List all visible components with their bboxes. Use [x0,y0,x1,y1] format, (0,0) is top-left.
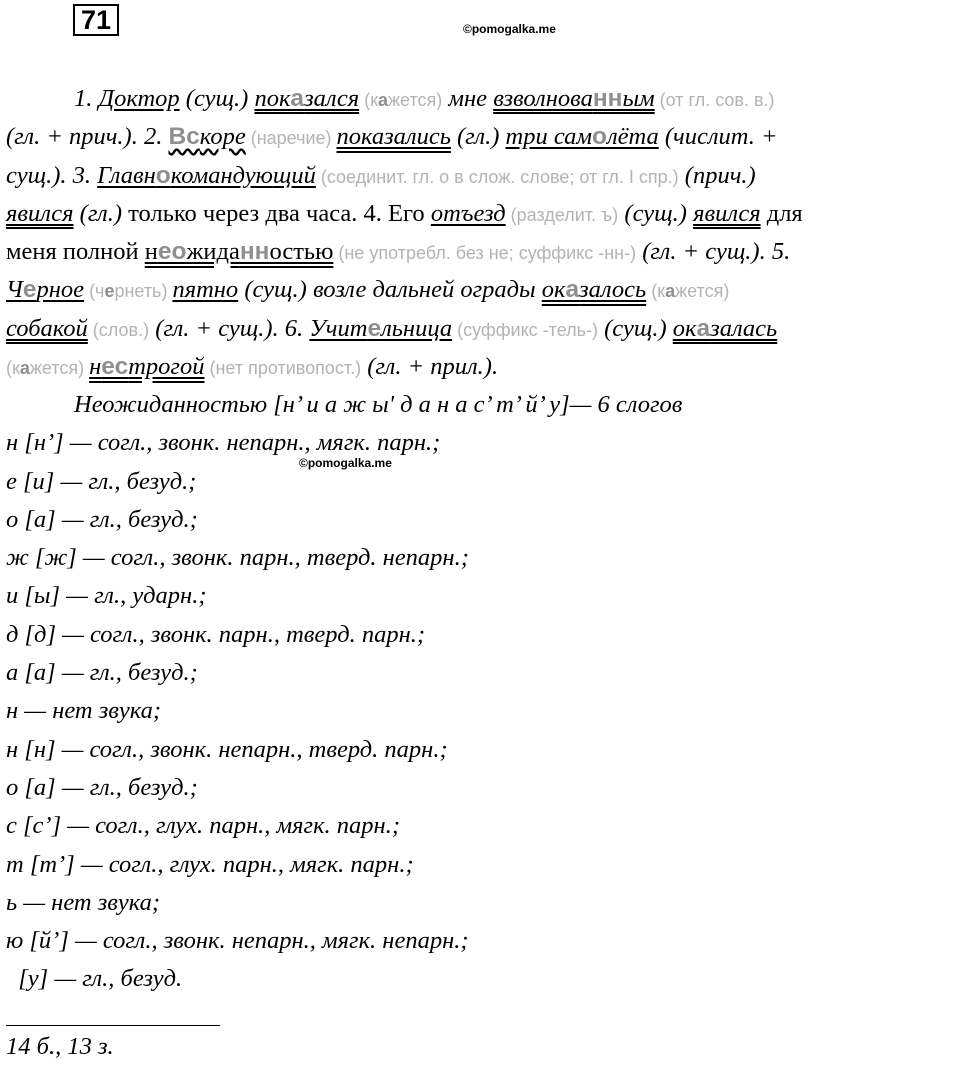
text: для [760,199,803,227]
subject-word: Черное [6,276,85,304]
analysis-row: о [а] — гл., безуд.; [6,505,198,533]
subject-word: три самолёта [505,123,659,151]
analysis-row: н — нет звука; [6,697,162,725]
note: (соединит. гл. о в слож. слове; от гл. I спр.) [315,166,679,187]
text: (сущ.) [598,314,673,342]
predicate-word: взволнованным [493,85,655,112]
paragraph-line-4 [6,195,958,233]
phonetic-analysis [6,386,956,999]
text: возле дальней ограды [312,276,542,304]
note: (чернеть) [84,281,173,302]
text: (гл. + прич.). 2. [6,123,169,151]
text: мне [442,85,494,112]
text: сущ.). 3. [6,161,98,189]
exercise-number: 71 [73,4,119,36]
text: (гл.) [73,199,129,227]
analysis-row: и [ы] — гл., ударн.; [6,582,207,610]
paragraph-line-5 [6,233,958,271]
analysis-row: с [с’] — согл., глух. парн., мягк. парн.; [6,812,400,840]
paragraph-line-8 [6,348,958,386]
analysis-title: Неожиданностью [н’ и а ж ы' д а н а с’ т’ й’ у]— 6 слогов [74,391,683,418]
text: (гл.) [450,123,506,151]
text: (гл. + сущ.). 6. [149,314,310,342]
predicate-word: показался [254,85,360,112]
text: (числит. + [658,123,778,151]
analysis-row: т [т’] — согл., глух. парн., мягк. парн.; [6,850,414,878]
text: (гл. + сущ.). 5. [636,238,791,266]
text: (прич.) [678,161,756,189]
note: (не употребл. без не; суффикс -нн-) [333,243,637,264]
text: (сущ.) [238,276,313,304]
subject-word: Доктор [98,85,180,112]
predicate-word: явился [6,199,74,227]
text: меня полной [6,238,145,266]
subject-word: пятно [172,276,239,304]
watermark-top: ©pomogalka.me [463,22,556,36]
text: (сущ.) [179,85,255,112]
analysis-row: д [д] — согл., звонк. парн., тверд. парн.; [6,620,426,648]
text: 1. [74,85,99,112]
paragraph-line-3 [6,157,958,195]
exercise-paragraph [6,80,958,386]
adverb-word: Вскоре [168,123,246,151]
predicate-word: явился [693,199,761,227]
paragraph-line-1 [6,80,958,118]
text: (сущ.) [618,199,694,227]
predicate-word: нестрогой [89,353,205,381]
text: только через два часа. 4. Его [128,199,431,227]
analysis-row: е [и] — гл., безуд.; [6,467,197,495]
note: (кажется) [359,90,443,110]
paragraph-line-2 [6,118,958,156]
note: (от гл. сов. в.) [654,90,775,110]
analysis-row: ь — нет звука; [6,888,161,916]
note: (слов.) [87,319,150,340]
analysis-row: о [а] — гл., безуд.; [6,773,198,801]
analysis-row: ю [й’] — согл., звонк. непарн., мягк. непарн.; [6,927,469,955]
footnote: 14 б., 13 з. [6,1033,114,1060]
note: (наречие) [245,128,337,149]
paragraph-line-7 [6,310,958,348]
analysis-row: н [н] — согл., звонк. непарн., тверд. парн.; [6,735,448,763]
analysis-row: а [а] — гл., безуд.; [6,659,198,687]
watermark-mid: ©pomogalka.me [299,456,392,470]
note: (разделит. ъ) [505,204,619,225]
predicate-word: оказалось [541,276,647,304]
predicate-word: оказалась [672,314,778,342]
note: (кажется) [6,358,90,379]
predicate-word: неожиданностью [144,238,334,266]
analysis-row: [у] — гл., безуд. [6,965,183,993]
predicate-word: собакой [6,314,88,342]
text: (гл. + прил.). [361,353,499,381]
note: (кажется) [646,281,730,302]
subject-word: отъезд [430,199,506,227]
analysis-row: ж [ж] — согл., звонк. парн., тверд. непарн.; [6,544,469,572]
predicate-word: показались [336,123,451,151]
footnote-rule [6,1025,220,1026]
note: (суффикс -тель-) [452,319,598,340]
note: (нет противопост.) [204,358,362,379]
subject-word: Главнокомандующий [97,161,316,189]
subject-word: Учительница [309,314,453,342]
analysis-row: н [н’] — согл., звонк. непарн., мягк. парн.; [6,429,441,457]
paragraph-line-6 [6,271,958,309]
